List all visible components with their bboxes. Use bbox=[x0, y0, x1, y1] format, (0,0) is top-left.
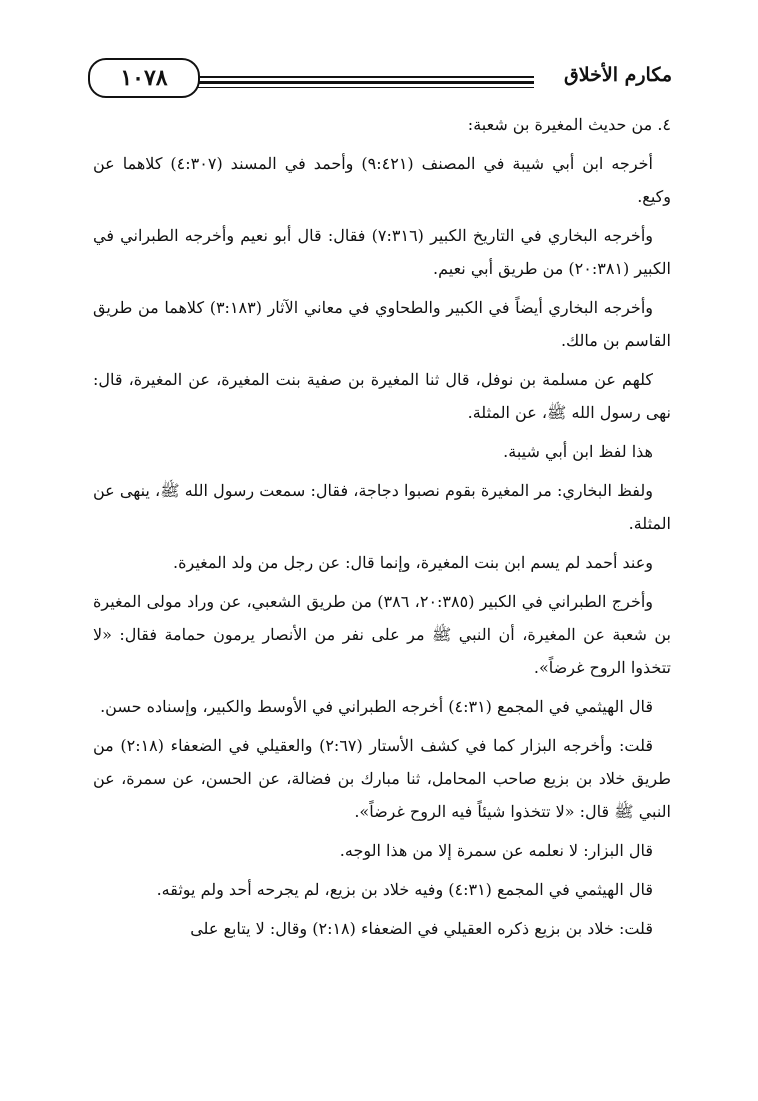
book-title: مكارم الأخلاق bbox=[564, 64, 672, 86]
paragraph: كلهم عن مسلمة بن نوفل، قال ثنا المغيرة بن صفية بنت المغيرة، عن المغيرة، قال: نهى رسول الله ﷺ، عن المثلة. bbox=[93, 370, 671, 422]
paragraph: ولفظ البخاري: مر المغيرة بقوم نصبوا دجاجة، فقال: سمعت رسول الله ﷺ، ينهى عن المثلة. bbox=[93, 481, 671, 533]
paragraph: قال البزار: لا نعلمه عن سمرة إلا من هذا الوجه. bbox=[339, 841, 653, 860]
paragraph: أخرجه ابن أبي شيبة في المصنف (٩:٤٢١) وأحمد في المسند (٤:٣٠٧) كلاهما عن وكيع. bbox=[93, 154, 671, 206]
paragraph: وعند أحمد لم يسم ابن بنت المغيرة، وإنما قال: عن رجل من ولد المغيرة. bbox=[173, 553, 653, 572]
header-rule-thin bbox=[198, 87, 534, 88]
page-header bbox=[88, 58, 672, 102]
paragraph: قال الهيثمي في المجمع (٤:٣١) وفيه خلاد بن بزيع، لم يجرحه أحد ولم يوثقه. bbox=[156, 880, 653, 899]
page-number: ١٠٧٨ bbox=[88, 58, 200, 98]
paragraph: وأخرج الطبراني في الكبير (٢٠:٣٨٥، ٣٨٦) من طريق الشعبي، عن وراد مولى المغيرة بن شعبة عن المغيرة، أن النبي ﷺ مر على نفر من الأنصار يرمون حمامة فقال: «لا تتخذوا الروح غرضاً». bbox=[93, 592, 671, 677]
paragraph: قلت: خلاد بن بزيع ذكره العقيلي في الضعفاء (٢:١٨) وقال: لا يتابع على bbox=[190, 919, 653, 938]
header-rule bbox=[198, 76, 534, 78]
header-rule-thick bbox=[198, 81, 534, 84]
paragraph: هذا لفظ ابن أبي شيبة. bbox=[503, 442, 653, 461]
page-body bbox=[93, 108, 671, 951]
paragraph: وأخرجه البخاري أيضاً في الكبير والطحاوي في معاني الآثار (٣:١٨٣) كلاهما من طريق القاسم بن مالك. bbox=[93, 298, 671, 350]
paragraph: قلت: وأخرجه البزار كما في كشف الأستار (٢:٦٧) والعقيلي في الضعفاء (٢:١٨) من طريق خلاد بن بزيع صاحب المحامل، ثنا مبارك بن فضالة، عن الحسن، عن سمرة، عن النبي ﷺ قال: «لا تتخذوا شيئاً فيه الروح غرضاً». bbox=[93, 736, 671, 821]
paragraph: وأخرجه البخاري في التاريخ الكبير (٧:٣١٦) فقال: قال أبو نعيم وأخرجه الطبراني في الكبير (٢٠:٣٨١) من طريق أبي نعيم. bbox=[93, 226, 671, 278]
section-heading: ٤. من حديث المغيرة بن شعبة: bbox=[467, 115, 671, 134]
paragraph: قال الهيثمي في المجمع (٤:٣١) أخرجه الطبراني في الأوسط والكبير، وإسناده حسن. bbox=[100, 697, 653, 716]
